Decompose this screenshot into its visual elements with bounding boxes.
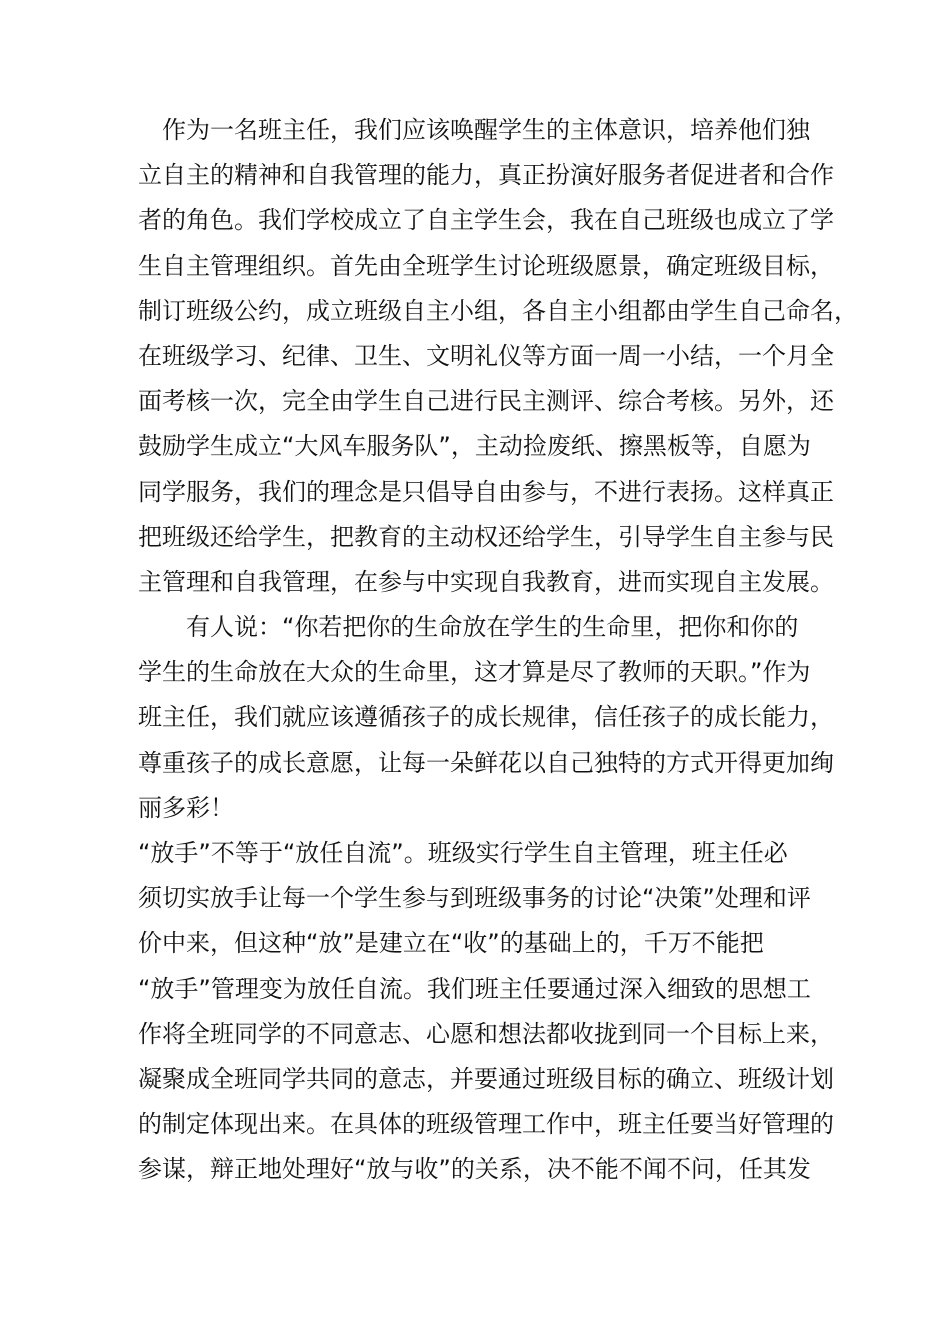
text-line-1: 作为一名班主任，我们应该唤醒学生的主体意识，培养他们独 xyxy=(138,116,810,144)
text-line-9: 同学服务，我们的理念是只倡导自由参与，不进行表扬。这样真正 xyxy=(138,477,834,506)
text-line-16: 丽多彩！ xyxy=(138,793,234,822)
text-line-24: 参谋，辩正地处理好“放与收”的关系，决不能不闻不问，任其发 xyxy=(138,1155,811,1184)
text-line-18: 须切实放手让每一个学生参与到班级事务的讨论“决策”处理和评 xyxy=(138,884,811,913)
text-line-19: 价中来，但这种“放”是建立在“收”的基础上的，千万不能把 xyxy=(138,929,764,958)
text-line-4: 生自主管理组织。首先由全班学生讨论班级愿景，确定班级目标， xyxy=(138,251,834,280)
text-line-2: 立自主的精神和自我管理的能力，真正扮演好服务者促进者和合作 xyxy=(138,161,834,190)
text-line-10: 把班级还给学生，把教育的主动权还给学生，引导学生自主参与民 xyxy=(138,522,834,551)
text-line-13: 学生的生命放在大众的生命里，这才算是尽了教师的天职。”作为 xyxy=(138,658,811,687)
text-line-17: “放手”不等于“放任自流”。班级实行学生自主管理，班主任必 xyxy=(138,839,788,867)
text-line-21: 作将全班同学的不同意志、心愿和想法都收拢到同一个目标上来， xyxy=(138,1019,834,1048)
text-line-5: 制订班级公约，成立班级自主小组，各自主小组都由学生自己命名， xyxy=(138,296,858,325)
text-line-8: 鼓励学生成立“大风车服务队”，主动捡废纸、擦黑板等，自愿为 xyxy=(138,432,811,461)
text-line-11: 主管理和自我管理，在参与中实现自我教育，进而实现自主发展。 xyxy=(138,567,834,596)
text-line-22: 凝聚成全班同学共同的意志，并要通过班级目标的确立、班级计划 xyxy=(138,1064,834,1093)
text-line-15: 尊重孩子的成长意愿，让每一朵鲜花以自己独特的方式开得更加绚 xyxy=(138,748,834,777)
body-text xyxy=(138,108,858,1193)
text-line-12: 有人说：“你若把你的生命放在学生的生命里，把你和你的 xyxy=(138,613,799,642)
text-line-20: “放手”管理变为放任自流。我们班主任要通过深入细致的思想工 xyxy=(138,974,811,1003)
text-line-6: 在班级学习、纪律、卫生、文明礼仪等方面一周一小结，一个月全 xyxy=(138,341,834,370)
text-line-23: 的制定体现出来。在具体的班级管理工作中，班主任要当好管理的 xyxy=(138,1110,834,1139)
text-line-14: 班主任，我们就应该遵循孩子的成长规律，信任孩子的成长能力， xyxy=(138,703,834,732)
text-line-3: 者的角色。我们学校成立了自主学生会，我在自己班级也成立了学 xyxy=(138,206,834,235)
text-line-7: 面考核一次，完全由学生自己进行民主测评、综合考核。另外，还 xyxy=(138,387,834,416)
